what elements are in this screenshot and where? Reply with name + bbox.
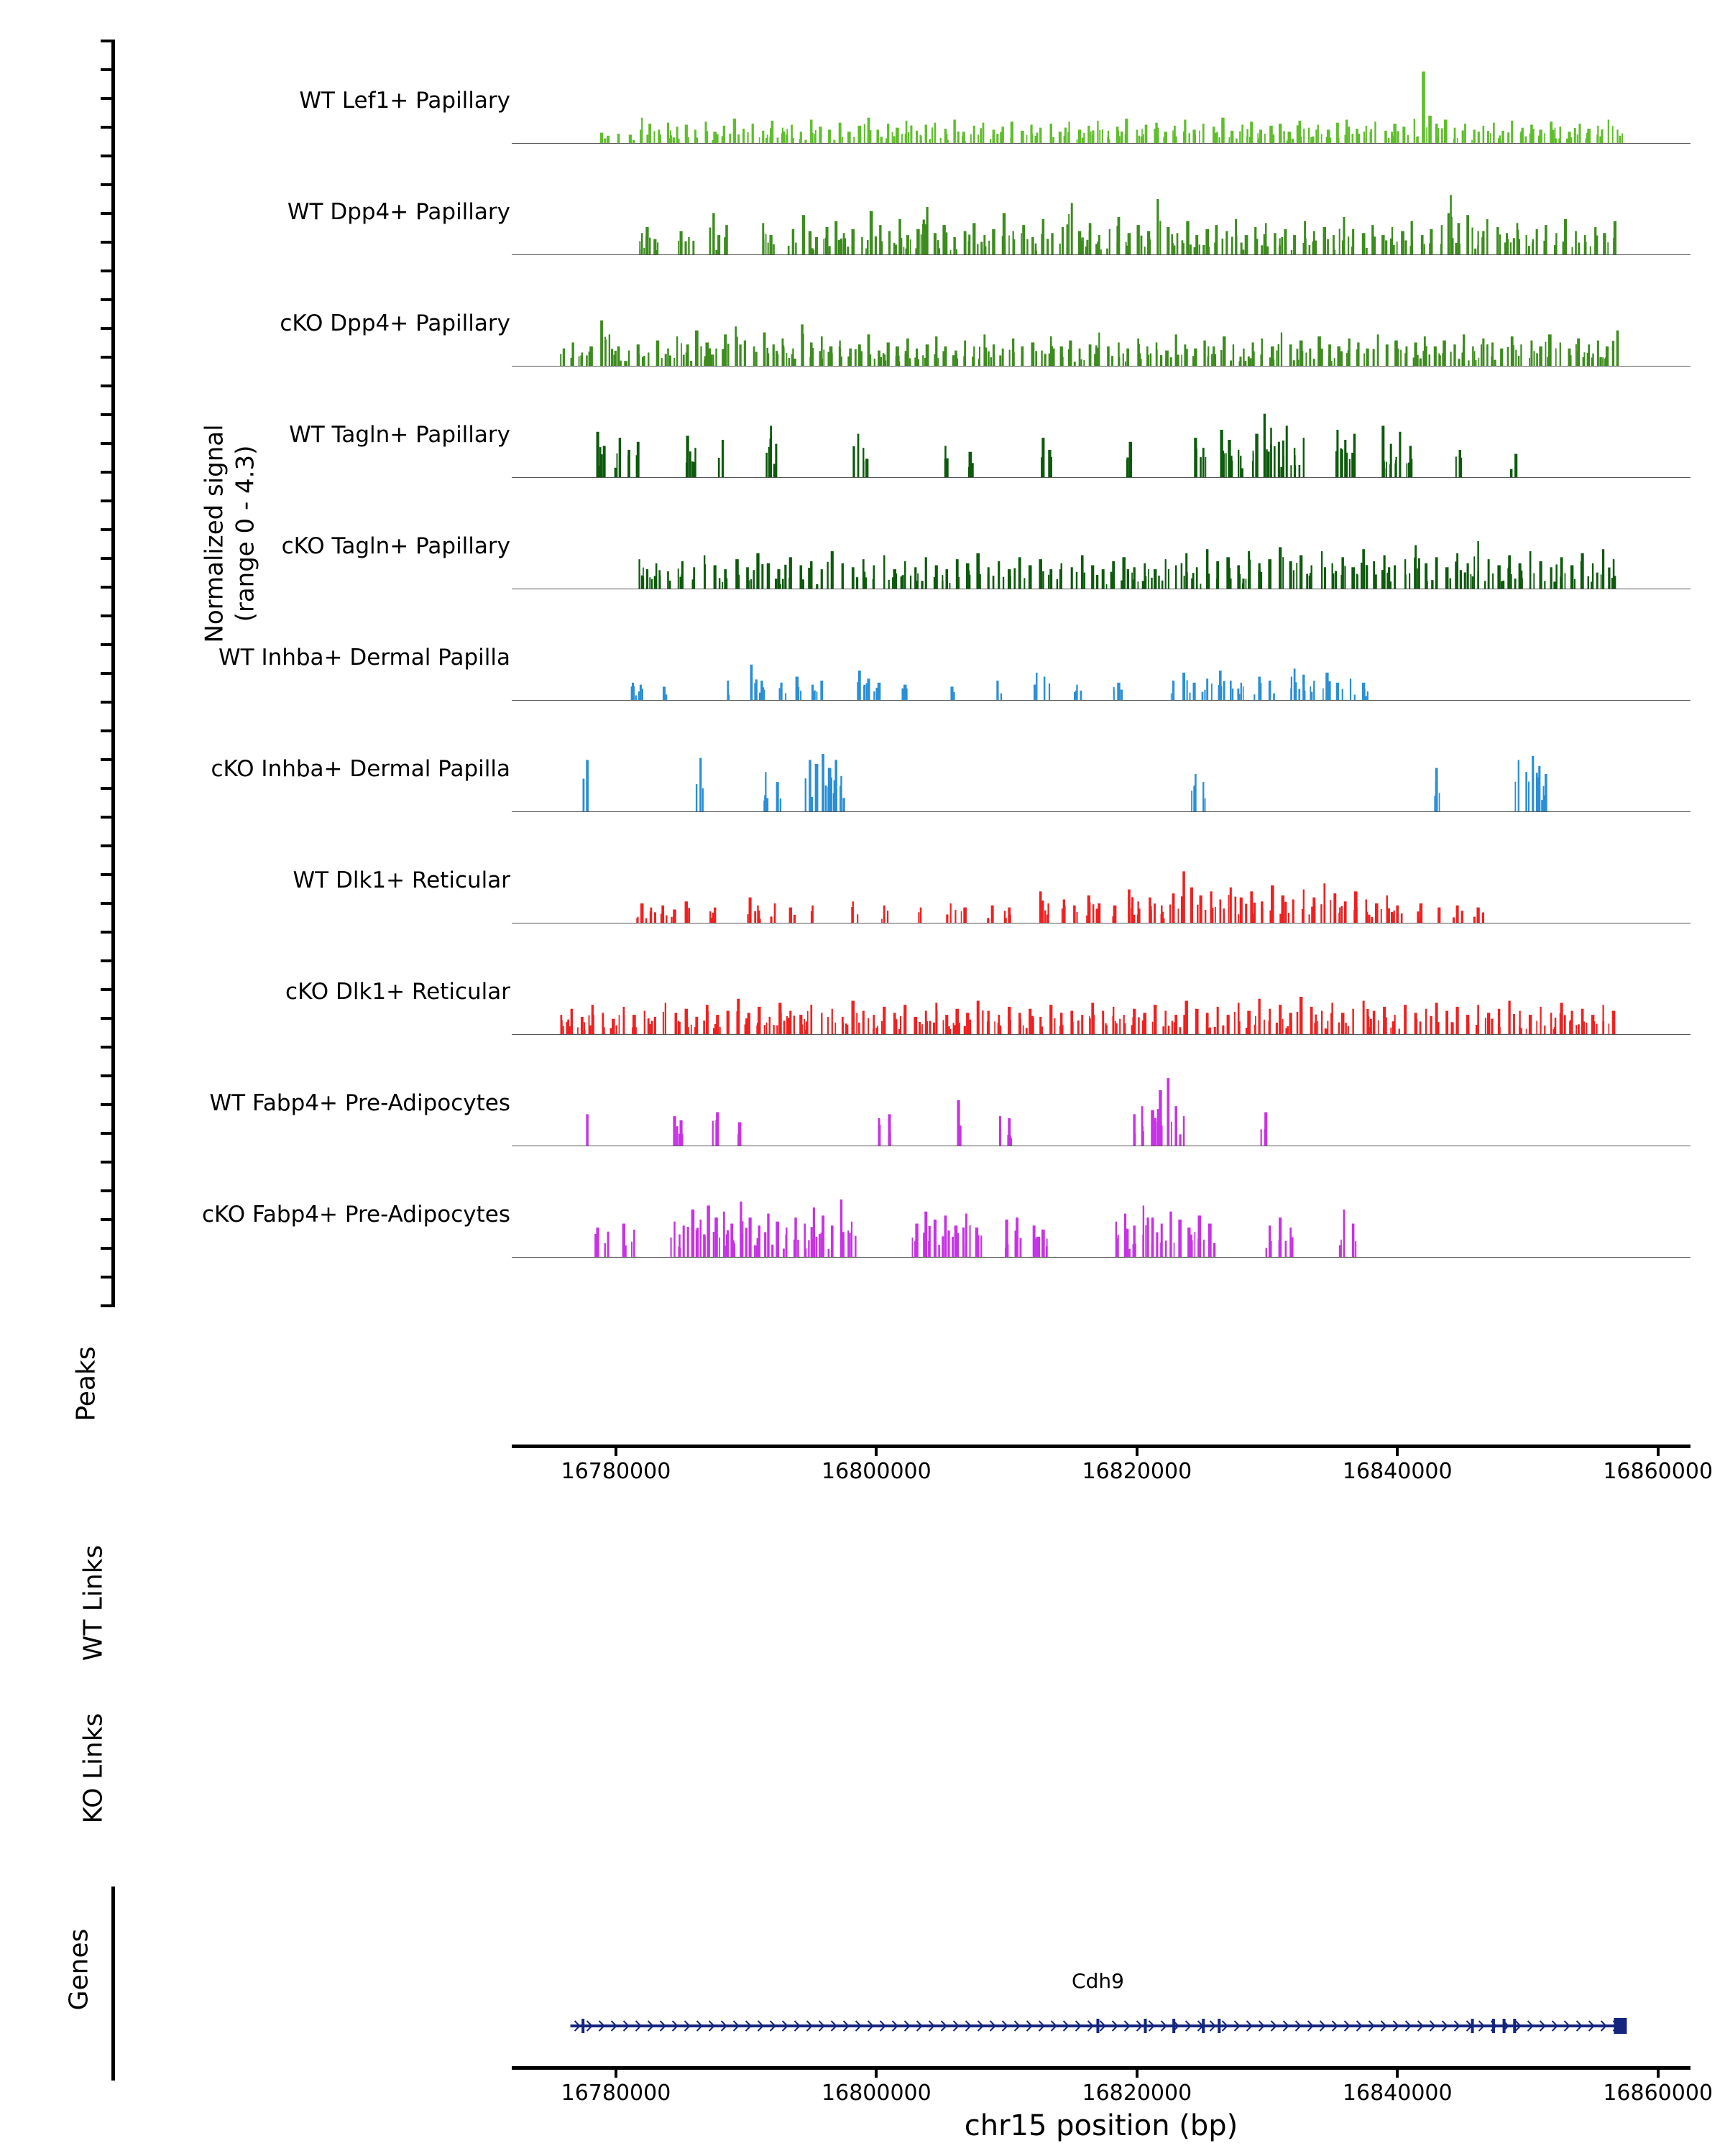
signal-track-plot xyxy=(512,1171,1690,1258)
genome-axis-top-tick xyxy=(1136,1445,1138,1456)
gene-label: Cdh9 xyxy=(1072,1969,1124,1993)
genome-axis-top-tick-label: 16820000 xyxy=(1082,1459,1192,1484)
signal-track xyxy=(0,503,1725,589)
genome-axis-top-tick-label: 16860000 xyxy=(1603,1459,1714,1484)
signal-trace xyxy=(512,614,1690,701)
signal-track xyxy=(0,1171,1725,1258)
genome-axis-top-tick xyxy=(615,1445,617,1456)
x-axis-label: chr15 position (bp) xyxy=(964,2109,1238,2142)
signal-track-baseline xyxy=(512,366,1690,367)
genome-axis-top-tick-label: 16780000 xyxy=(561,1459,671,1484)
signal-trace xyxy=(512,280,1690,367)
genome-axis-bottom-tick-label: 16800000 xyxy=(822,2081,932,2106)
signal-track-label: WT Dpp4+ Papillary xyxy=(287,199,510,225)
signal-trace xyxy=(512,503,1690,589)
signal-track-plot xyxy=(512,169,1690,255)
signal-track-label: WT Dlk1+ Reticular xyxy=(293,867,510,893)
signal-track xyxy=(0,392,1725,478)
signal-track-baseline xyxy=(512,811,1690,812)
signal-track-label: WT Inhba+ Dermal Papilla xyxy=(218,645,510,671)
axis-tick-mark xyxy=(101,1304,115,1307)
signal-track-label: WT Fabp4+ Pre-Adipocytes xyxy=(209,1090,510,1116)
axis-tick-mark xyxy=(101,1161,115,1164)
genes-section-label: Genes xyxy=(64,1928,94,2011)
genome-axis-bottom-tick-label: 16840000 xyxy=(1342,2081,1453,2106)
genome-axis-bottom-tick xyxy=(1657,2066,1660,2078)
signal-track-baseline xyxy=(512,143,1690,144)
signal-trace xyxy=(512,392,1690,478)
genome-axis-bottom-tick-label: 16780000 xyxy=(561,2081,671,2106)
signal-trace xyxy=(512,726,1690,812)
signal-track xyxy=(0,726,1725,812)
signal-track-label: cKO Dpp4+ Papillary xyxy=(280,310,510,336)
y-axis-label-line2: (range 0 - 4.3) xyxy=(231,445,259,622)
signal-track-label: WT Tagln+ Papillary xyxy=(289,422,510,448)
signal-trace xyxy=(512,949,1690,1035)
axis-tick-mark xyxy=(101,701,115,704)
ko-links-section-label: KO Links xyxy=(78,1713,109,1824)
signal-track xyxy=(0,949,1725,1035)
axis-tick-mark xyxy=(101,155,115,157)
axis-tick-mark xyxy=(101,816,115,819)
genome-axis-bottom-tick xyxy=(1136,2066,1138,2078)
y-axis-label-line1: Normalized signal xyxy=(200,424,229,643)
genome-axis-top-tick xyxy=(1396,1445,1399,1456)
signal-track xyxy=(0,614,1725,701)
genome-axis-top-tick-label: 16840000 xyxy=(1342,1459,1453,1484)
genome-axis-bottom-tick xyxy=(1396,2066,1399,2078)
signal-track-plot xyxy=(512,392,1690,478)
signal-track-plot xyxy=(512,503,1690,589)
signal-trace xyxy=(512,1171,1690,1258)
signal-track xyxy=(0,57,1725,144)
axis-tick-mark xyxy=(101,270,115,272)
signal-track-baseline xyxy=(512,254,1690,255)
signal-trace xyxy=(512,1060,1690,1146)
signal-track-baseline xyxy=(512,1257,1690,1258)
signal-trace xyxy=(512,57,1690,144)
axis-tick-mark xyxy=(101,499,115,502)
genome-axis-bottom-tick-label: 16820000 xyxy=(1082,2081,1192,2106)
genome-axis-top-tick-label: 16800000 xyxy=(822,1459,932,1484)
signal-trace xyxy=(512,169,1690,255)
signal-track-label: cKO Fabp4+ Pre-Adipocytes xyxy=(202,1202,510,1227)
signal-track xyxy=(0,169,1725,255)
gene-model[interactable] xyxy=(512,2012,1690,2041)
signal-track-plot xyxy=(512,280,1690,367)
genome-axis-top-tick xyxy=(875,1445,878,1456)
signal-track xyxy=(0,837,1725,923)
signal-track-plot xyxy=(512,726,1690,812)
peaks-section-label: Peaks xyxy=(71,1346,101,1422)
signal-track-plot xyxy=(512,1060,1690,1146)
signal-track-label: cKO Inhba+ Dermal Papilla xyxy=(211,756,510,782)
signal-track xyxy=(0,280,1725,367)
signal-track-baseline xyxy=(512,1034,1690,1035)
genome-axis-bottom-tick xyxy=(615,2066,617,2078)
axis-tick-mark xyxy=(101,40,115,42)
genome-axis-top-tick xyxy=(1657,1445,1660,1456)
axis-tick-mark xyxy=(101,1276,115,1279)
genome-axis-bottom-tick-label: 16860000 xyxy=(1603,2081,1714,2106)
signal-track-label: WT Lef1+ Papillary xyxy=(299,88,510,114)
signal-track-label: cKO Dlk1+ Reticular xyxy=(285,979,510,1005)
genome-axis-bottom-line xyxy=(512,2066,1690,2070)
signal-track-plot xyxy=(512,57,1690,144)
signal-trace xyxy=(512,837,1690,923)
signal-track-plot xyxy=(512,949,1690,1035)
wt-links-section-label: WT Links xyxy=(78,1544,109,1662)
signal-track xyxy=(0,1060,1725,1146)
signal-track-label: cKO Tagln+ Papillary xyxy=(281,533,510,559)
genome-axis-top-line xyxy=(512,1445,1690,1448)
signal-track-plot xyxy=(512,837,1690,923)
genes-spine xyxy=(111,1886,115,2081)
signal-track-plot xyxy=(512,614,1690,701)
genome-axis-bottom-tick xyxy=(875,2066,878,2078)
axis-tick-mark xyxy=(101,1046,115,1049)
signal-track-baseline xyxy=(512,700,1690,701)
axis-tick-mark xyxy=(101,384,115,387)
signal-track-baseline xyxy=(512,477,1690,478)
axis-tick-mark xyxy=(101,931,115,934)
